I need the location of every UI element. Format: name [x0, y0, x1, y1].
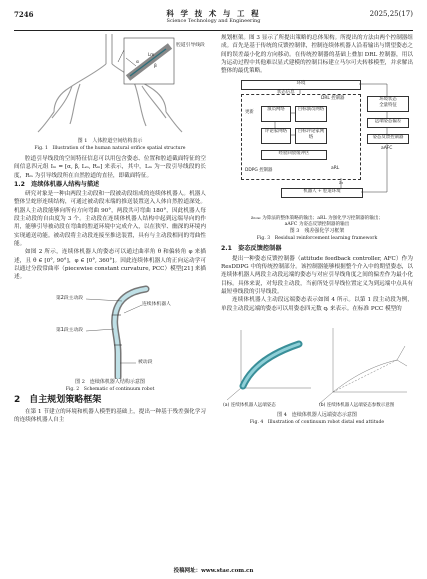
- svg-text:α: α: [136, 60, 139, 65]
- figure-1: [14, 34, 206, 138]
- fig3-ddpg: DDPG 控制器: [245, 168, 273, 174]
- right-para-2: 提出一种姿态反馈控制器（attitude feedback controller, AFC）作为 ResDDPG 中的传统控制部分。该控制器能够根据整个介入中的期望姿态，以连续体机器人两段主动段远端的姿态与对应引导线角度之间的偏差作为最小化目标。具体来说，对每段主动段，当前所处引导线位置定义为到远端中点具有最短垂线段的引导线段。: [221, 255, 413, 295]
- journal-title-cn: 科 学 技 术 与 工 程: [166, 9, 261, 18]
- fig3-env-state-label-2: 全量特征: [379, 102, 397, 108]
- figure-3-legend-2: aAFC 为姿态反馈控制器的输出: [284, 222, 350, 228]
- figure-2-caption-cn: 图 2 连续体机器人结构示意图: [75, 379, 145, 386]
- figure-4-label-a: (a) 连续体机器人远端姿态: [223, 402, 276, 408]
- figure-2-label-continuum-robot: 连续体机器人: [142, 302, 171, 308]
- fig3-a-rl: aRL: [331, 166, 340, 172]
- fig3-a-afc: aAFC: [381, 146, 393, 152]
- svg-text:β: β: [154, 64, 157, 69]
- fig3-actor-target-label: 目标演员网络: [297, 107, 325, 113]
- page-header: [14, 8, 413, 30]
- figure-3-caption: [221, 228, 413, 242]
- figure-4-caption: [221, 412, 413, 426]
- fig3-update-1: 更新: [245, 110, 254, 116]
- figure-4: [221, 316, 413, 408]
- figure-4-caption-cn: 图 4 连续体机器人远端姿态示意图: [277, 411, 357, 418]
- issue-label: 2025,25(17): [369, 10, 413, 18]
- svg-text:Lm: Lm: [148, 52, 155, 57]
- fig3-drl-label: DRL 控制器: [321, 96, 345, 102]
- figure-3: [221, 78, 413, 216]
- figure-2: [14, 283, 206, 379]
- fig3-env-label: 环境: [296, 81, 306, 87]
- right-para-1: 规划框架。图 3 显示了所提出策略的总体架构。所提出的方法由两个控制器组成。首先是基于传统的反馈控制律，控制连续体机器人沿着输出与期望姿态之间的误差最小化的方向移动。在传统控制器的基础上叠加 DRL 控制器，用以为运动过程中其他难以显式建模的控制目标建立马尔可夫转移模型，并求解出整体的最优策略。: [221, 35, 413, 75]
- left-column: [14, 34, 206, 424]
- fig3-distal-label: 远端姿态偏差: [374, 119, 402, 125]
- figure-1-caption-en: Fig. 1 Illustration of the human natural orifice spatial structure: [34, 146, 186, 151]
- header-rule: [14, 30, 413, 31]
- figure-1-caption: [14, 138, 206, 152]
- fig3-critic-target-label: 目标评论家网络: [297, 129, 325, 140]
- figure-2-drawing: [14, 283, 206, 379]
- fig3-buffer-label: 经验回放缓冲区: [278, 151, 310, 157]
- figure-3-connectors: [221, 78, 413, 216]
- section-2-heading: 2 自主规划策略框架: [14, 395, 102, 406]
- left-para-3: 如图 2 所示，连续体机器人的姿态可以通过曲率角 θ 和偏转角 φ 来描述，且 θ ∈ [0°, 90°]，φ ∈ [0°, 360°]。因此连续体机器人的正向运动学可以通过分段常曲率（piecewise constant curvature, PCC）模型[21] 来描述。: [14, 249, 206, 281]
- figure-4-drawing: [221, 316, 413, 408]
- page-number: 7246: [14, 10, 34, 19]
- figure-2-caption-en: Fig. 2 Schematic of continuum robot: [65, 387, 155, 393]
- figure-1-caption-cn: 图 1 人体腔道空间结构表示: [77, 138, 143, 144]
- figure-3-legend-1: aₜₒₜₐₗ 为算法的整体策略的输出；aRL 为强化学习控制器的输出；: [250, 216, 384, 222]
- left-para-2: 研究对象是一种由两段主动段和一段被动段组成的连续体机器人。机器人整体呈蛇形连续结构，可通过被动段末端的推送装置送入人体自然腔道深处。机器人主动段能够向所有方向弯曲 90°，两段共可弯曲 180°，因此机器人每段主动段的自由度为 3 个。主动段在连续体机器人结构中起到远端导向的作用，能够引导被动段在弯曲的腔道环境中完成介入，以在狭窄、幽深的环境内实现通送功能。被动段将主动段连接至推送装置，具有与主动段相同的弯曲性能。: [14, 191, 206, 247]
- fig3-critic-label: 评论家网络: [265, 129, 287, 135]
- fig3-robot-label: 机器人 + 腔道环境: [303, 189, 341, 195]
- fig3-env-state-label: 环境状态: [379, 97, 397, 103]
- figure-2-label-segment-2: 第2段主动段: [56, 296, 84, 302]
- section-1-2-heading: 1.2 连续体机器人结构与描述: [14, 180, 100, 188]
- section-2-1-heading: 2.1 姿态反馈控制器: [221, 245, 282, 253]
- figure-3-legend: [221, 216, 413, 228]
- figure-2-label-segment-1: 第1段主动段: [56, 328, 84, 334]
- figure-1-label-guide-wire: 腔道引导线段: [176, 43, 205, 48]
- figure-4-label-b: (b) 连续体机器人远端姿态参数示意图: [319, 402, 395, 408]
- right-para-3: 连续体机器人主动段远端姿态表示如图 4 所示。以第 1 段主动段为例，单段主动段远端的姿态可以用姿态四元数 qᵢ 来表示。在标准 PCC 模型的: [221, 297, 413, 312]
- figure-3-caption-cn: 图 3 残差强化学习框架: [289, 228, 345, 235]
- left-para-4: 在第 1 节建立的环境和机器人模型的基础上，提出一种基于残差强化学习的连续体机器人自主: [14, 408, 206, 424]
- figure-4-caption-en: Fig. 4 Illustration of continuum robot distal end attitude: [249, 419, 385, 425]
- fig3-actor-label: 演员网络: [267, 107, 285, 113]
- right-column: [221, 34, 413, 426]
- left-para-1: 腔道引导线段的空间特征信息可以用包含姿态、位置和腔道截面特征的空间信息四元组 Iₘ = [α, β, Lₘ, Rₘ] 来表示，其中，Lₘ 为一段引导线段的长度，Rₘ 为引导线段所在自然腔道的直径，即截面特征。: [14, 156, 206, 179]
- fig3-afc-label: 姿态反馈控制器: [372, 135, 404, 141]
- fig3-state: 状态信息: [277, 90, 295, 96]
- fig3-a-total: aₜ: [339, 181, 343, 187]
- figure-2-caption: [14, 379, 206, 393]
- figure-3-caption-en: Fig. 3 Residual reinforcement learning framework: [256, 236, 378, 242]
- figure-2-label-passive: 被动段: [138, 360, 153, 366]
- journal-title-en: Science Technology and Engineering: [166, 18, 261, 24]
- footer-submission-url: 投稿网址：www.stae.com.cn: [173, 568, 254, 574]
